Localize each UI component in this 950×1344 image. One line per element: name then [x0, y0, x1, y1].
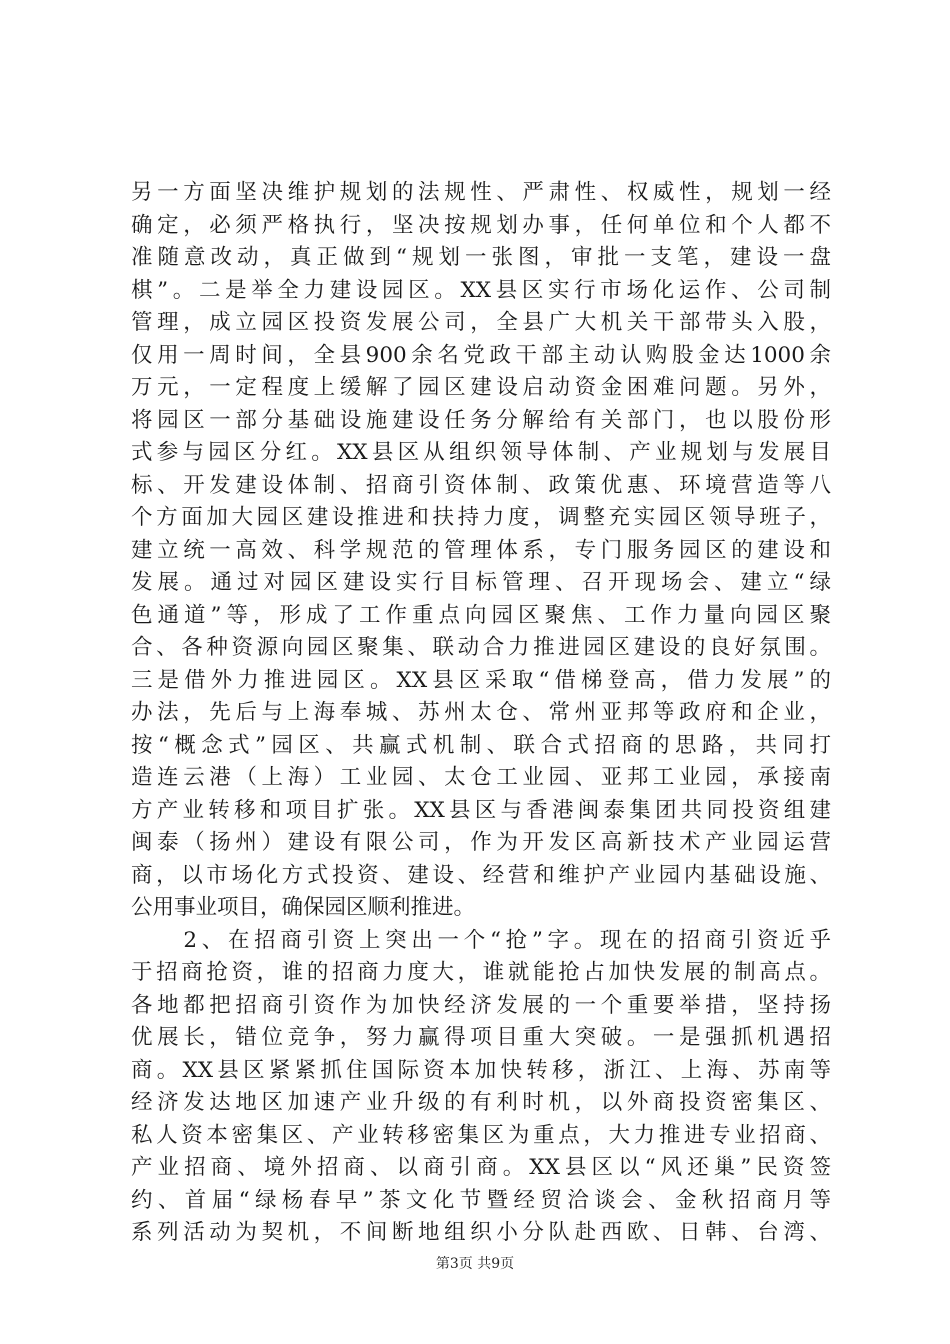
text-line: 另一方面坚决维护规划的法规性、严肃性、权威性，规划一经 — [131, 180, 831, 205]
text-line: 三是借外力推进园区。XX县区采取“借梯登高，借力发展”的 — [131, 667, 831, 693]
text-line: 约、首届“绿杨春早”茶文化节暨经贸洽谈会、金秋招商月等 — [131, 1187, 831, 1213]
text-line: 于招商抢资，谁的招商力度大，谁就能抢占加快发展的制高点。 — [131, 960, 831, 985]
text-line: 合、各种资源向园区聚集、联动合力推进园区建设的良好氛围。 — [131, 635, 831, 660]
text-line: 系列活动为契机，不间断地组织小分队赴西欧、日韩、台湾、 — [131, 1220, 831, 1245]
text-line: 发展。通过对园区建设实行目标管理、召开现场会、建立“绿 — [131, 570, 831, 595]
text-line: 各地都把招商引资作为加快经济发展的一个重要举措，坚持扬 — [131, 992, 831, 1018]
text-line: 式参与园区分红。XX县区从组织领导体制、产业规划与发展目 — [131, 440, 831, 465]
text-line: 造连云港（上海）工业园、太仓工业园、亚邦工业园，承接南 — [131, 765, 831, 790]
text-line: 确定，必须严格执行，坚决按规划办事，任何单位和个人都不 — [131, 212, 831, 238]
text-line: 标、开发建设体制、招商引资体制、政策优惠、环境营造等八 — [131, 472, 831, 498]
text-line: 办法，先后与上海奉城、苏州太仓、常州亚邦等政府和企业， — [131, 700, 831, 725]
text-line: 产业招商、境外招商、以商引商。XX县区以“风还巢”民资签 — [131, 1155, 831, 1180]
text-line: 建立统一高效、科学规范的管理体系，专门服务园区的建设和 — [131, 537, 831, 563]
text-line: 万元，一定程度上缓解了园区建设启动资金困难问题。另外， — [131, 375, 831, 400]
text-line: 私人资本密集区、产业转移密集区为重点，大力推进专业招商、 — [131, 1122, 831, 1148]
page-number-footer: 第3页 共9页 — [435, 1256, 515, 1272]
text-line: 准随意改动，真正做到“规划一张图，审批一支笔，建设一盘 — [131, 245, 831, 270]
text-line: 优展长，错位竞争，努力赢得项目重大突破。一是强抓机遇招 — [131, 1025, 831, 1050]
text-line: 棋”。二是举全力建设园区。XX县区实行市场化运作、公司制 — [131, 277, 831, 303]
text-line: 方产业转移和项目扩张。XX县区与香港闽泰集团共同投资组建 — [131, 797, 831, 823]
text-line: 色通道”等，形成了工作重点向园区聚焦、工作力量向园区聚 — [131, 602, 831, 628]
text-line: 经济发达地区加速产业升级的有利时机，以外商投资密集区、 — [131, 1090, 831, 1115]
text-line: 仅用一周时间，全县900余名党政干部主动认购股金达1000余 — [131, 342, 831, 368]
paragraph-end-line: 公用事业项目，确保园区顺利推进。 — [131, 895, 476, 920]
paragraph-start-line: 2、在招商引资上突出一个“抢”字。现在的招商引资近乎 — [131, 927, 831, 953]
text-line: 将园区一部分基础设施建设任务分解给有关部门，也以股份形 — [131, 407, 831, 433]
text-line: 管理，成立园区投资发展公司，全县广大机关干部带头入股， — [131, 310, 831, 335]
text-line: 闽泰（扬州）建设有限公司，作为开发区高新技术产业园运营 — [131, 830, 831, 855]
text-line: 商。XX县区紧紧抓住国际资本加快转移，浙江、上海、苏南等 — [131, 1057, 831, 1083]
text-line: 按“概念式”园区、共赢式机制、联合式招商的思路，共同打 — [131, 732, 831, 758]
text-line: 个方面加大园区建设推进和扶持力度，调整充实园区领导班子， — [131, 505, 831, 530]
text-line: 商，以市场化方式投资、建设、经营和维护产业园内基础设施、 — [131, 862, 831, 888]
body-text — [131, 177, 831, 1250]
